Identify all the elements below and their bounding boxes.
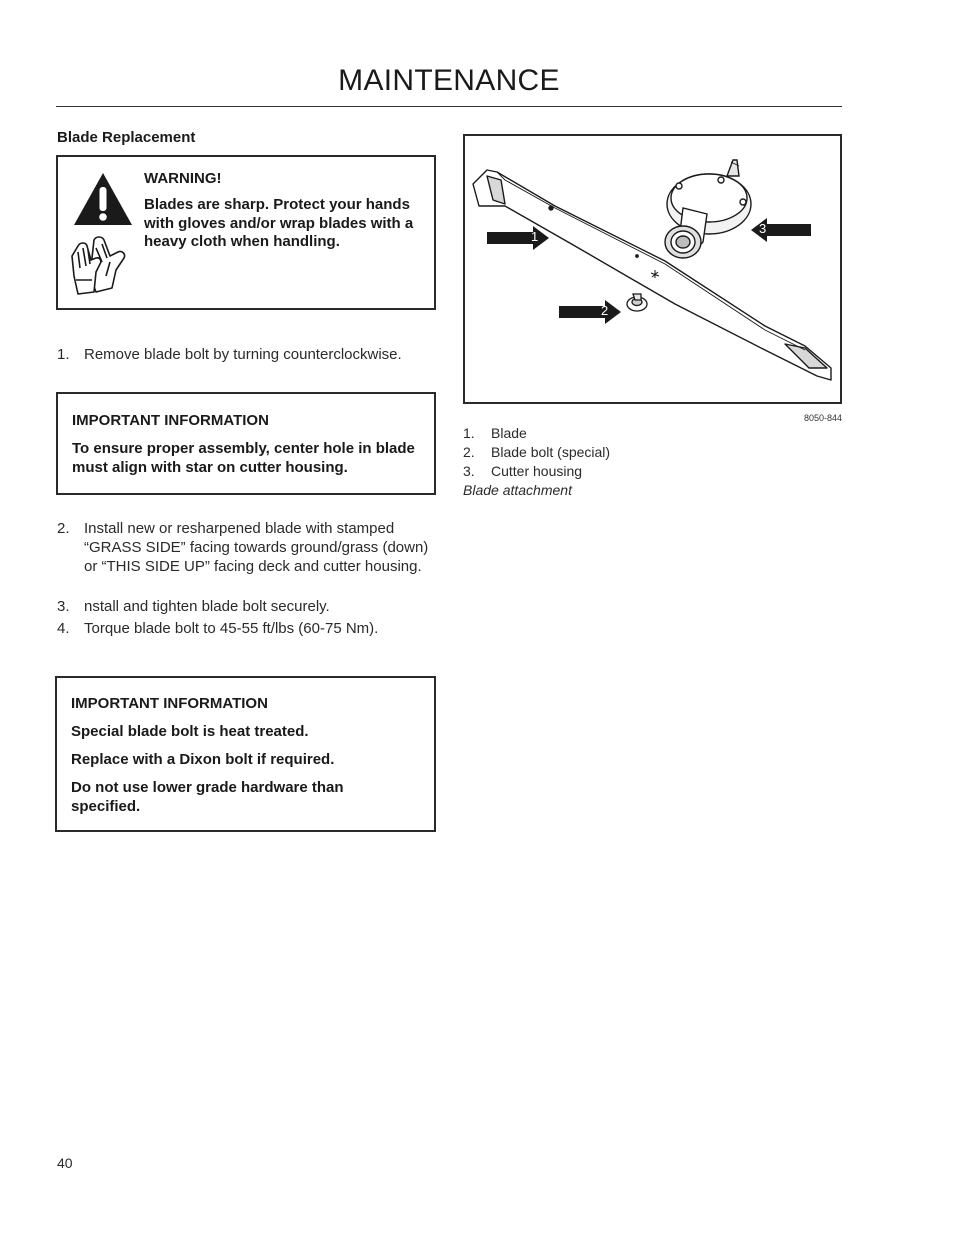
figure-code: 8050-844 [803, 413, 842, 423]
step-number: 1. [57, 346, 70, 363]
important-info-line: Replace with a Dixon bolt if required. [71, 751, 335, 768]
gloves-icon [66, 232, 136, 298]
step-number: 2. [57, 520, 70, 537]
list-item [57, 520, 437, 596]
blade-shape [473, 170, 831, 380]
legend-text: Cutter housing [491, 463, 583, 479]
cutter-housing-shape [665, 160, 751, 258]
page-title: MAINTENANCE [338, 64, 560, 97]
legend-item [463, 444, 763, 462]
warning-box [56, 155, 436, 310]
title-rule [56, 106, 842, 107]
legend-item [463, 425, 763, 443]
callout-label-2: 2 [601, 303, 609, 318]
step-number: 4. [57, 620, 70, 637]
step-text: Install new or resharpened blade with stamped “GRASS SIDE” facing towards ground/grass (down) or “THIS SIDE UP” facing deck and cutter housing. [84, 520, 429, 575]
blade-attachment-figure [463, 134, 842, 404]
legend-text: Blade [491, 425, 527, 441]
list-item [57, 620, 437, 640]
page-number: 40 [57, 1155, 73, 1171]
step-number: 3. [57, 598, 70, 615]
callout-arrow-1 [487, 226, 549, 250]
callout-label-1: 1 [531, 229, 539, 244]
legend-text: Blade bolt (special) [491, 444, 611, 460]
legend-number: 3. [463, 463, 475, 479]
important-info-title: IMPORTANT INFORMATION [71, 695, 268, 712]
legend-number: 2. [463, 444, 475, 460]
list-item [57, 346, 437, 366]
warning-text: Blades are sharp. Protect your hands with gloves and/or wrap blades with a heavy cloth when handling. [144, 196, 414, 250]
important-info-box [56, 392, 436, 495]
step-text: Remove blade bolt by turning counterclockwise. [84, 346, 402, 363]
callout-label-3: 3 [759, 221, 767, 236]
important-info-line: Special blade bolt is heat treated. [71, 723, 309, 740]
step-text: nstall and tighten blade bolt securely. [84, 598, 330, 615]
important-info-line: Do not use lower grade hardware than specified. [71, 779, 344, 815]
important-info-box [55, 676, 436, 832]
legend-item [463, 463, 763, 481]
blade-illustration [465, 136, 840, 402]
warning-triangle-icon [72, 171, 134, 227]
list-item [57, 598, 437, 618]
legend-number: 1. [463, 425, 475, 441]
callout-arrow-2 [559, 300, 621, 324]
figure-caption: Blade attachment [463, 482, 572, 498]
section-heading: Blade Replacement [57, 129, 196, 146]
step-text: Torque blade bolt to 45-55 ft/lbs (60-75 Nm). [84, 620, 379, 637]
blade-bolt-shape [627, 294, 647, 311]
important-info-title: IMPORTANT INFORMATION [72, 412, 269, 429]
warning-title: WARNING! [144, 170, 222, 187]
important-info-text: To ensure proper assembly, center hole in blade must align with star on cutter housing. [72, 440, 415, 476]
